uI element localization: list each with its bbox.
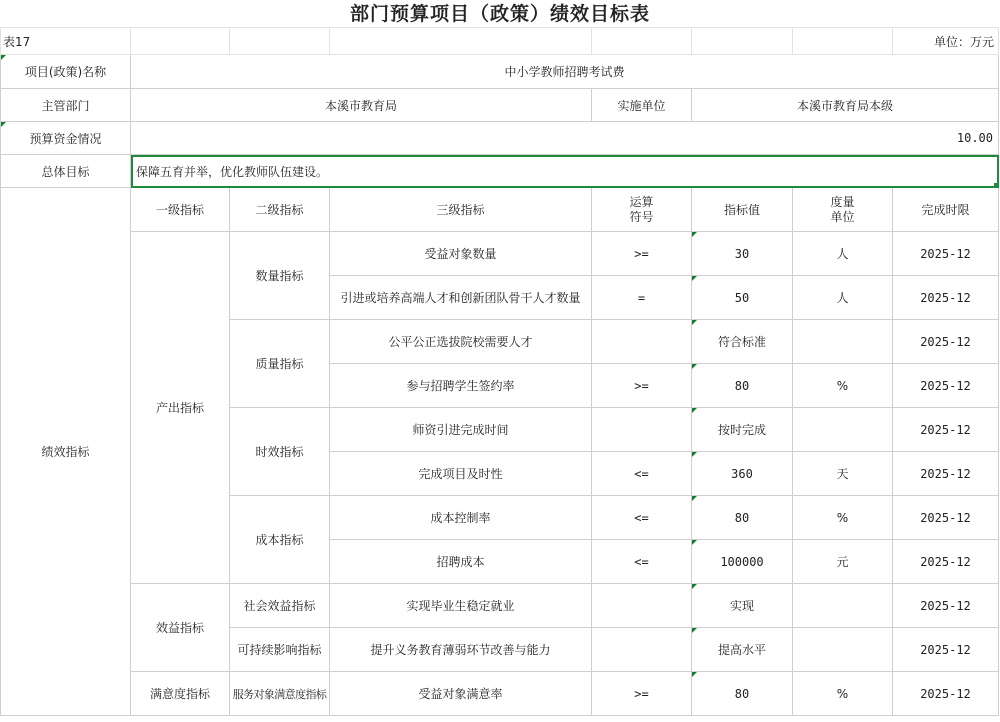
group-quality[interactable]: 质量指标 bbox=[230, 320, 330, 408]
indicator-op[interactable] bbox=[592, 320, 692, 364]
header-level1[interactable]: 一级指标 bbox=[131, 188, 230, 232]
cell[interactable] bbox=[592, 28, 692, 55]
indicator-op[interactable]: <= bbox=[592, 496, 692, 540]
indicator-value[interactable]: 360 bbox=[692, 452, 793, 496]
goal-value-selected-cell[interactable]: 保障五育并举，优化教师队伍建设。 bbox=[131, 155, 999, 188]
indicator-unit[interactable]: 天 bbox=[793, 452, 893, 496]
indicator-value[interactable]: 80 bbox=[692, 496, 793, 540]
indicator-deadline[interactable]: 2025-12 bbox=[893, 452, 999, 496]
comment-marker-icon bbox=[1, 55, 6, 60]
indicator-deadline[interactable]: 2025-12 bbox=[893, 276, 999, 320]
header-level2[interactable]: 二级指标 bbox=[230, 188, 330, 232]
comment-marker-icon bbox=[692, 452, 697, 457]
dept-value[interactable]: 本溪市教育局 bbox=[131, 89, 592, 122]
indicator-name[interactable]: 公平公正选拔院校需要人才 bbox=[330, 320, 592, 364]
meta-row bbox=[1, 28, 999, 55]
comment-marker-icon bbox=[1, 122, 6, 127]
cell[interactable] bbox=[131, 28, 230, 55]
header-level3[interactable]: 三级指标 bbox=[330, 188, 592, 232]
comment-marker-icon bbox=[692, 540, 697, 545]
comment-marker-icon bbox=[692, 496, 697, 501]
indicator-deadline[interactable]: 2025-12 bbox=[893, 628, 999, 672]
indicator-name[interactable]: 受益对象数量 bbox=[330, 232, 592, 276]
group-timeliness[interactable]: 时效指标 bbox=[230, 408, 330, 496]
comment-marker-icon bbox=[692, 628, 697, 633]
indicator-op[interactable]: >= bbox=[592, 364, 692, 408]
table-number[interactable]: 表17 bbox=[1, 28, 131, 55]
indicator-deadline[interactable]: 2025-12 bbox=[893, 232, 999, 276]
indicator-value[interactable]: 50 bbox=[692, 276, 793, 320]
indicator-value[interactable]: 按时完成 bbox=[692, 408, 793, 452]
comment-marker-icon bbox=[692, 232, 697, 237]
project-name-row bbox=[1, 55, 999, 89]
indicator-name[interactable]: 师资引进完成时间 bbox=[330, 408, 592, 452]
indicator-op[interactable] bbox=[592, 408, 692, 452]
indicator-value[interactable]: 100000 bbox=[692, 540, 793, 584]
indicator-name[interactable]: 受益对象满意率 bbox=[330, 672, 592, 716]
indicator-op[interactable]: = bbox=[592, 276, 692, 320]
funds-row bbox=[1, 122, 999, 155]
goal-label[interactable]: 总体目标 bbox=[1, 155, 131, 188]
unit-label[interactable]: 单位：万元 bbox=[893, 28, 999, 55]
indicator-op[interactable]: >= bbox=[592, 232, 692, 276]
impl-unit-label[interactable]: 实施单位 bbox=[592, 89, 692, 122]
indicator-name[interactable]: 引进或培养高端人才和创新团队骨干人才数量 bbox=[330, 276, 592, 320]
funds-value[interactable]: 10.00 bbox=[131, 122, 999, 155]
table-row bbox=[1, 232, 999, 276]
indicator-name[interactable]: 参与招聘学生签约率 bbox=[330, 364, 592, 408]
indicator-value[interactable]: 符合标准 bbox=[692, 320, 793, 364]
indicator-unit[interactable]: 人 bbox=[793, 232, 893, 276]
indicator-value[interactable]: 30 bbox=[692, 232, 793, 276]
indicator-name[interactable]: 招聘成本 bbox=[330, 540, 592, 584]
comment-marker-icon bbox=[692, 364, 697, 369]
goal-row bbox=[1, 155, 999, 188]
indicator-op[interactable]: >= bbox=[592, 672, 692, 716]
group-quantity[interactable]: 数量指标 bbox=[230, 232, 330, 320]
table-row bbox=[1, 672, 999, 716]
group-service[interactable]: 服务对象满意度指标 bbox=[230, 672, 330, 716]
header-target[interactable]: 指标值 bbox=[692, 188, 793, 232]
indicator-op[interactable] bbox=[592, 584, 692, 628]
indicator-deadline[interactable]: 2025-12 bbox=[893, 364, 999, 408]
header-row bbox=[1, 188, 999, 232]
header-op[interactable]: 运算 符号 bbox=[592, 188, 692, 232]
indicator-name[interactable]: 成本控制率 bbox=[330, 496, 592, 540]
comment-marker-icon bbox=[692, 672, 697, 677]
indicator-name[interactable]: 提升义务教育薄弱环节改善与能力 bbox=[330, 628, 592, 672]
dept-row bbox=[1, 89, 999, 122]
cell[interactable] bbox=[692, 28, 793, 55]
indicator-deadline[interactable]: 2025-12 bbox=[893, 584, 999, 628]
impl-unit-value[interactable]: 本溪市教育局本级 bbox=[692, 89, 999, 122]
indicator-deadline[interactable]: 2025-12 bbox=[893, 408, 999, 452]
indicator-deadline[interactable]: 2025-12 bbox=[893, 540, 999, 584]
indicator-unit[interactable] bbox=[793, 628, 893, 672]
group-cost[interactable]: 成本指标 bbox=[230, 496, 330, 584]
indicator-op[interactable]: <= bbox=[592, 452, 692, 496]
project-name-value[interactable]: 中小学教师招聘考试费 bbox=[131, 55, 999, 89]
project-name-label[interactable]: 项目(政策)名称 bbox=[1, 55, 131, 89]
indicator-unit[interactable] bbox=[793, 408, 893, 452]
indicator-deadline[interactable]: 2025-12 bbox=[893, 496, 999, 540]
indicator-value[interactable]: 80 bbox=[692, 364, 793, 408]
header-deadline[interactable]: 完成时限 bbox=[893, 188, 999, 232]
indicator-op[interactable]: <= bbox=[592, 540, 692, 584]
indicator-unit[interactable]: % bbox=[793, 496, 893, 540]
cell[interactable] bbox=[330, 28, 592, 55]
indicator-deadline[interactable]: 2025-12 bbox=[893, 320, 999, 364]
indicator-unit[interactable]: 元 bbox=[793, 540, 893, 584]
indicator-value[interactable]: 提高水平 bbox=[692, 628, 793, 672]
indicator-unit[interactable]: % bbox=[793, 364, 893, 408]
comment-marker-icon bbox=[692, 320, 697, 325]
group-social[interactable]: 社会效益指标 bbox=[230, 584, 330, 628]
indicator-deadline[interactable]: 2025-12 bbox=[893, 672, 999, 716]
comment-marker-icon bbox=[692, 408, 697, 413]
comment-marker-icon bbox=[692, 584, 697, 589]
group-benefit[interactable]: 效益指标 bbox=[131, 584, 230, 672]
indicator-op[interactable] bbox=[592, 628, 692, 672]
indicator-unit[interactable]: % bbox=[793, 672, 893, 716]
funds-label[interactable]: 预算资金情况 bbox=[1, 122, 131, 155]
group-satisfaction[interactable]: 满意度指标 bbox=[131, 672, 230, 716]
group-sustain[interactable]: 可持续影响指标 bbox=[230, 628, 330, 672]
table-row bbox=[1, 584, 999, 628]
perf-label[interactable]: 绩效指标 bbox=[1, 188, 131, 716]
indicator-unit[interactable]: 人 bbox=[793, 276, 893, 320]
dept-label[interactable]: 主管部门 bbox=[1, 89, 131, 122]
indicator-unit[interactable] bbox=[793, 584, 893, 628]
comment-marker-icon bbox=[692, 276, 697, 281]
performance-table bbox=[0, 27, 999, 716]
header-measure[interactable]: 度量 单位 bbox=[793, 188, 893, 232]
indicator-unit[interactable] bbox=[793, 320, 893, 364]
indicator-value[interactable]: 实现 bbox=[692, 584, 793, 628]
indicator-name[interactable]: 实现毕业生稳定就业 bbox=[330, 584, 592, 628]
sheet-title: 部门预算项目（政策）绩效目标表 bbox=[349, 3, 650, 25]
indicator-name[interactable]: 完成项目及时性 bbox=[330, 452, 592, 496]
indicator-value[interactable]: 80 bbox=[692, 672, 793, 716]
cell[interactable] bbox=[230, 28, 330, 55]
cell[interactable] bbox=[793, 28, 893, 55]
group-output[interactable]: 产出指标 bbox=[131, 232, 230, 584]
